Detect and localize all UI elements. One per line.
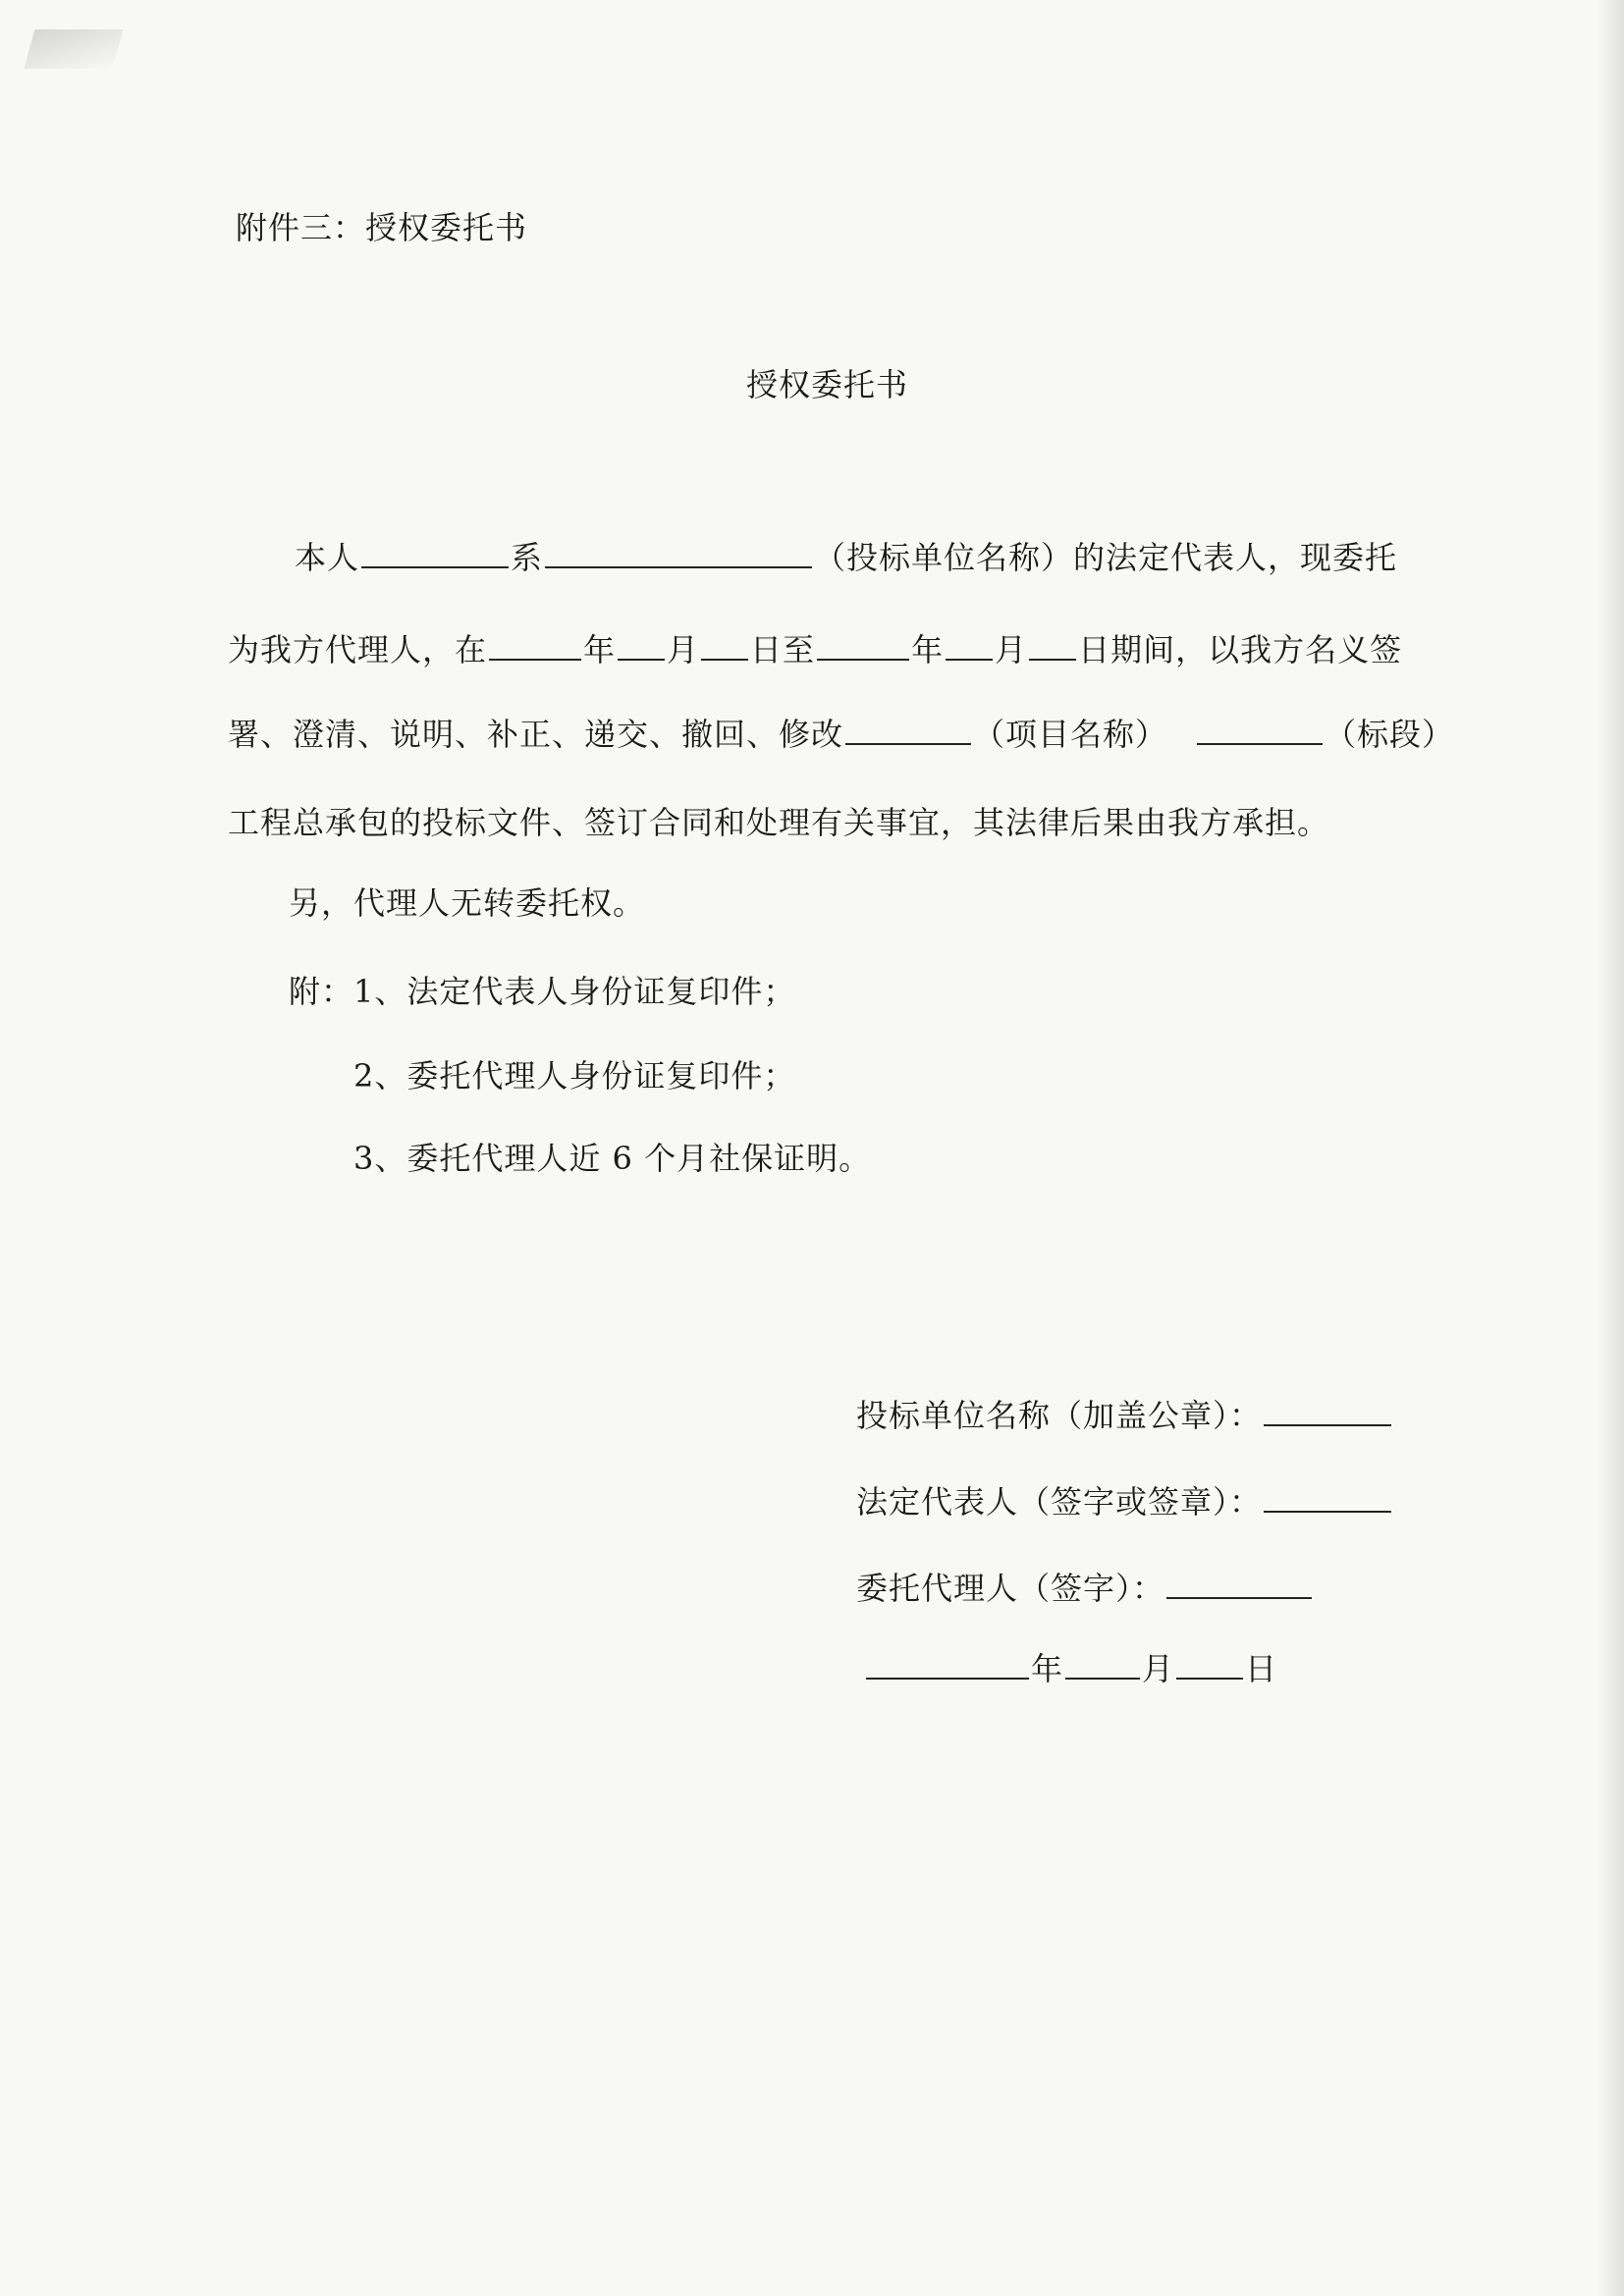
text-segment: 系 xyxy=(511,539,544,576)
section-blank[interactable] xyxy=(1197,716,1323,745)
scan-artifact xyxy=(25,29,124,69)
agent-signature-blank[interactable] xyxy=(1166,1570,1312,1599)
legal-rep-signature-blank[interactable] xyxy=(1264,1483,1391,1513)
end-day-blank[interactable] xyxy=(1029,631,1076,661)
company-blank[interactable] xyxy=(545,539,812,568)
text-segment: （项目名称） xyxy=(973,716,1168,753)
attachment-item-3: 3、委托代理人近 6 个月社保证明。 xyxy=(353,1140,872,1177)
date-day-blank[interactable] xyxy=(1176,1650,1243,1680)
text-segment: 年 xyxy=(911,631,945,668)
name-blank[interactable] xyxy=(361,539,509,568)
text-segment: 年 xyxy=(1031,1650,1064,1687)
text-segment: （投标单位名称）的法定代表人，现委托 xyxy=(814,539,1398,576)
start-month-blank[interactable] xyxy=(618,631,665,661)
scan-edge-shadow xyxy=(1597,0,1624,2296)
signature-label: 委托代理人（签字）： xyxy=(856,1570,1165,1607)
attachment-heading: 附件三：授权委托书 xyxy=(236,209,528,246)
text-segment: 月 xyxy=(667,631,700,668)
text-segment: （标段） xyxy=(1325,716,1455,753)
signature-label: 法定代表人（签字或签章）： xyxy=(856,1483,1263,1521)
text-segment: 本人 xyxy=(295,539,360,576)
legal-rep-signature-line xyxy=(856,1482,1393,1522)
start-year-blank[interactable] xyxy=(489,631,581,661)
no-sub-delegation-note: 另，代理人无转委托权。 xyxy=(289,884,646,922)
bidder-signature-line xyxy=(856,1396,1393,1435)
signature-label: 投标单位名称（加盖公章）： xyxy=(856,1397,1263,1434)
paragraph-line-2 xyxy=(228,630,1402,669)
paragraph-line-1 xyxy=(295,538,1397,577)
paragraph-line-4: 工程总承包的投标文件、签订合同和处理有关事宜，其法律后果由我方承担。 xyxy=(228,804,1330,841)
date-month-blank[interactable] xyxy=(1065,1650,1140,1680)
project-name-blank[interactable] xyxy=(845,716,971,745)
text-segment: 年 xyxy=(583,631,617,668)
text-segment: 为我方代理人，在 xyxy=(228,631,488,668)
attachment-item-1: 附：1、法定代表人身份证复印件； xyxy=(289,973,796,1010)
document-title: 授权委托书 xyxy=(746,366,909,403)
end-year-blank[interactable] xyxy=(817,631,909,661)
attachment-item-2: 2、委托代理人身份证复印件； xyxy=(353,1057,796,1095)
text-segment: 月 xyxy=(1142,1650,1175,1687)
bidder-seal-blank[interactable] xyxy=(1264,1397,1391,1426)
text-segment: 署、澄清、说明、补正、递交、撤回、修改 xyxy=(228,716,844,753)
start-day-blank[interactable] xyxy=(701,631,748,661)
agent-signature-line xyxy=(856,1569,1314,1608)
end-month-blank[interactable] xyxy=(946,631,993,661)
paragraph-line-3 xyxy=(228,715,1454,754)
text-segment: 月 xyxy=(995,631,1028,668)
date-year-blank[interactable] xyxy=(866,1650,1029,1680)
text-segment: 日期间，以我方名义签 xyxy=(1078,631,1403,668)
signature-date-line xyxy=(864,1649,1277,1688)
text-segment: 日 xyxy=(1245,1650,1278,1687)
text-segment: 日至 xyxy=(750,631,816,668)
